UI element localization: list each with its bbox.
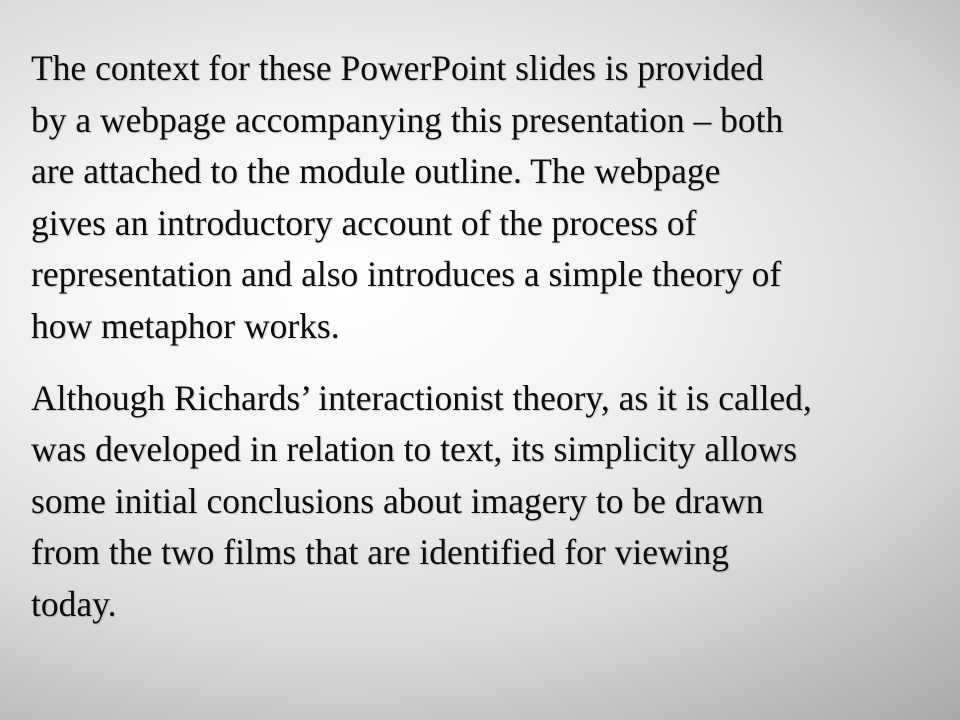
text-line: was developed in relation to text, its simplicity allows [31, 429, 798, 470]
text-line: today. [31, 583, 117, 624]
text-line: representation and also introduces a simple theory of [31, 254, 782, 295]
text-line: The context for these PowerPoint slides is provided [31, 48, 764, 88]
text-line: from the two films that are identified for viewing [31, 532, 729, 573]
text-line: some initial conclusions about imagery to be drawn [31, 480, 764, 521]
text-line: gives an introductory account of the process of [31, 202, 697, 243]
text-line: by a webpage accompanying this presentation – both [31, 99, 784, 140]
text-line: how metaphor works. [31, 305, 340, 346]
text-line: are attached to the module outline. The webpage [31, 151, 721, 192]
slide-body [31, 43, 936, 631]
paragraph-theory [31, 373, 936, 631]
text-line: Although Richards’ interactionist theory, as it is called, [31, 377, 812, 418]
paragraph-context [31, 43, 936, 353]
